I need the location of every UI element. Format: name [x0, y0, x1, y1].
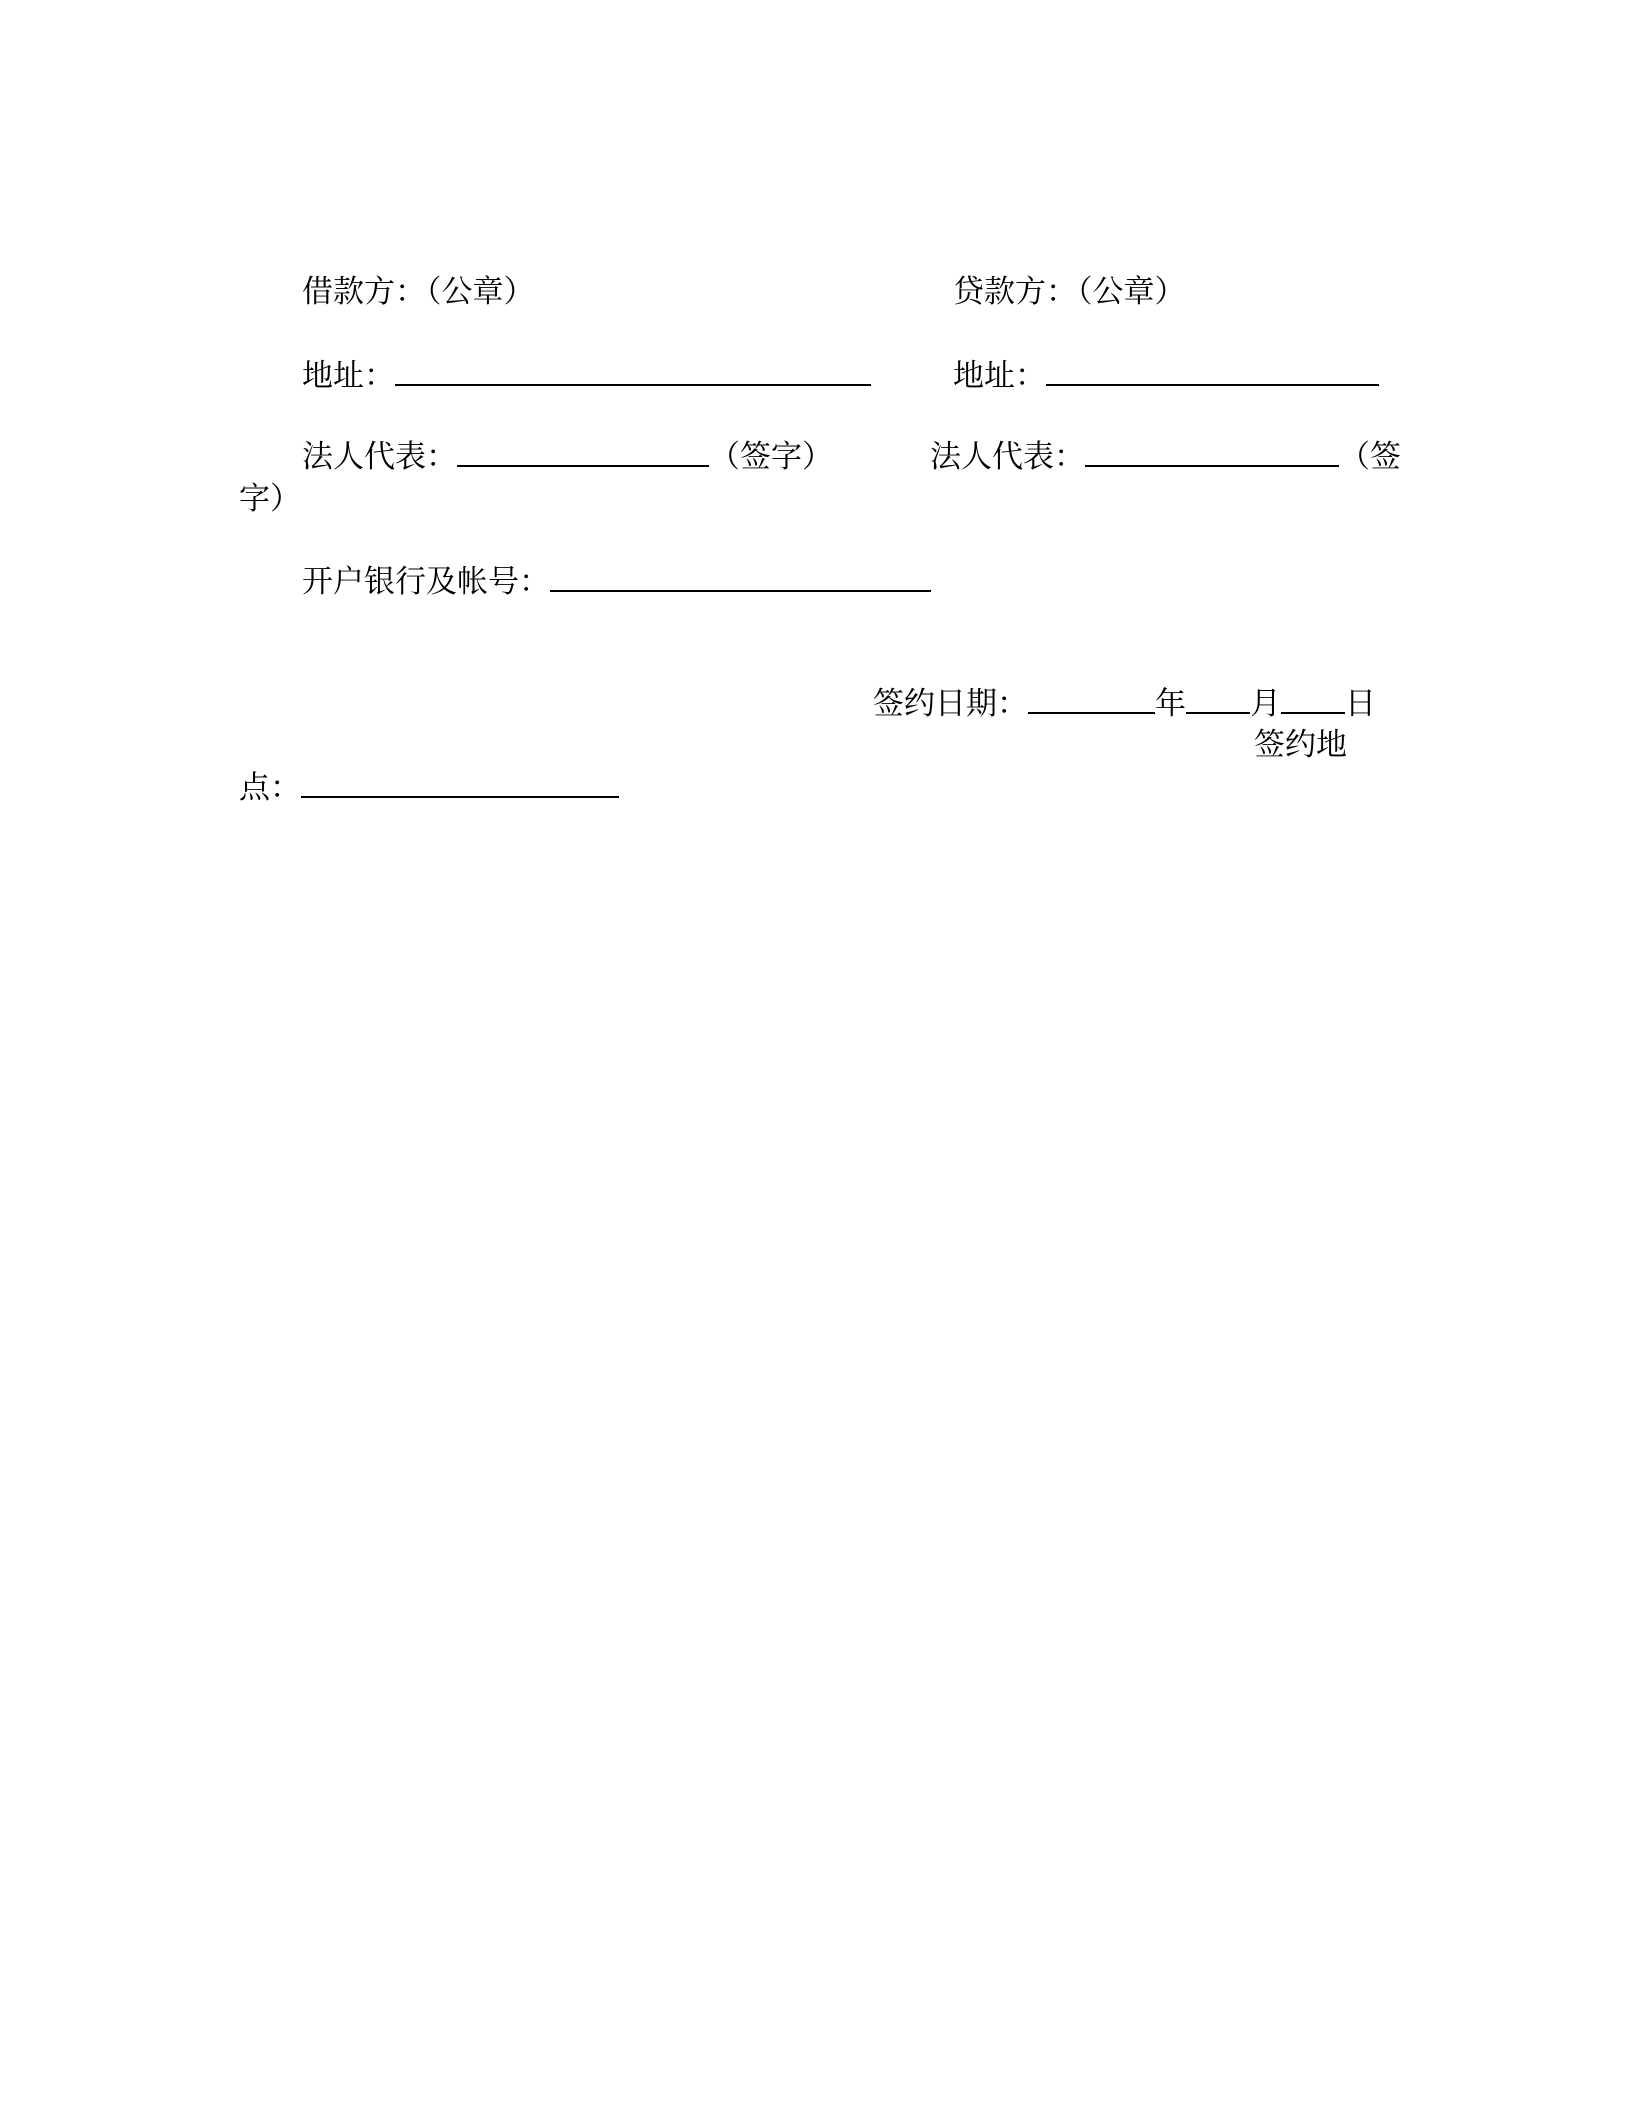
lender-title: 贷款方：（公章）: [953, 274, 1186, 310]
signing-place-row: [239, 768, 619, 808]
signing-place-label-cont: 点：: [239, 770, 301, 806]
signing-date-label: 签约日期：: [873, 686, 1028, 722]
signing-place-label: 签约地: [1254, 727, 1347, 763]
borrower-rep-label: 法人代表：: [302, 439, 457, 475]
bank-account-row: [302, 562, 931, 602]
day-label: 日: [1345, 686, 1376, 722]
lender-rep-label: 法人代表：: [930, 439, 1085, 475]
month-label: 月: [1250, 686, 1281, 722]
signing-day-field[interactable]: [1281, 686, 1345, 714]
signing-month-field[interactable]: [1186, 686, 1250, 714]
lender-address-field[interactable]: [1046, 358, 1379, 386]
bank-account-label: 开户银行及帐号：: [302, 564, 550, 600]
lender-address-label: 地址：: [953, 358, 1046, 394]
lender-rep-suffix: （签: [1339, 439, 1401, 475]
signing-place-field[interactable]: [301, 770, 619, 798]
lender-address-row: [953, 356, 1379, 396]
signing-year-field[interactable]: [1028, 686, 1155, 714]
borrower-address-row: [302, 356, 871, 396]
signing-date-row: [873, 684, 1376, 724]
year-label: 年: [1155, 686, 1186, 722]
borrower-address-field[interactable]: [395, 358, 871, 386]
lender-rep-field[interactable]: [1085, 439, 1339, 467]
bank-account-field[interactable]: [550, 564, 931, 592]
lender-rep-suffix-wrap: 字）: [239, 481, 301, 517]
lender-rep-row: [930, 437, 1401, 477]
borrower-rep-suffix: （签字）: [709, 439, 833, 475]
borrower-rep-field[interactable]: [457, 439, 709, 467]
borrower-rep-row: [302, 437, 833, 477]
borrower-address-label: 地址：: [302, 358, 395, 394]
borrower-title: 借款方：（公章）: [302, 274, 535, 310]
